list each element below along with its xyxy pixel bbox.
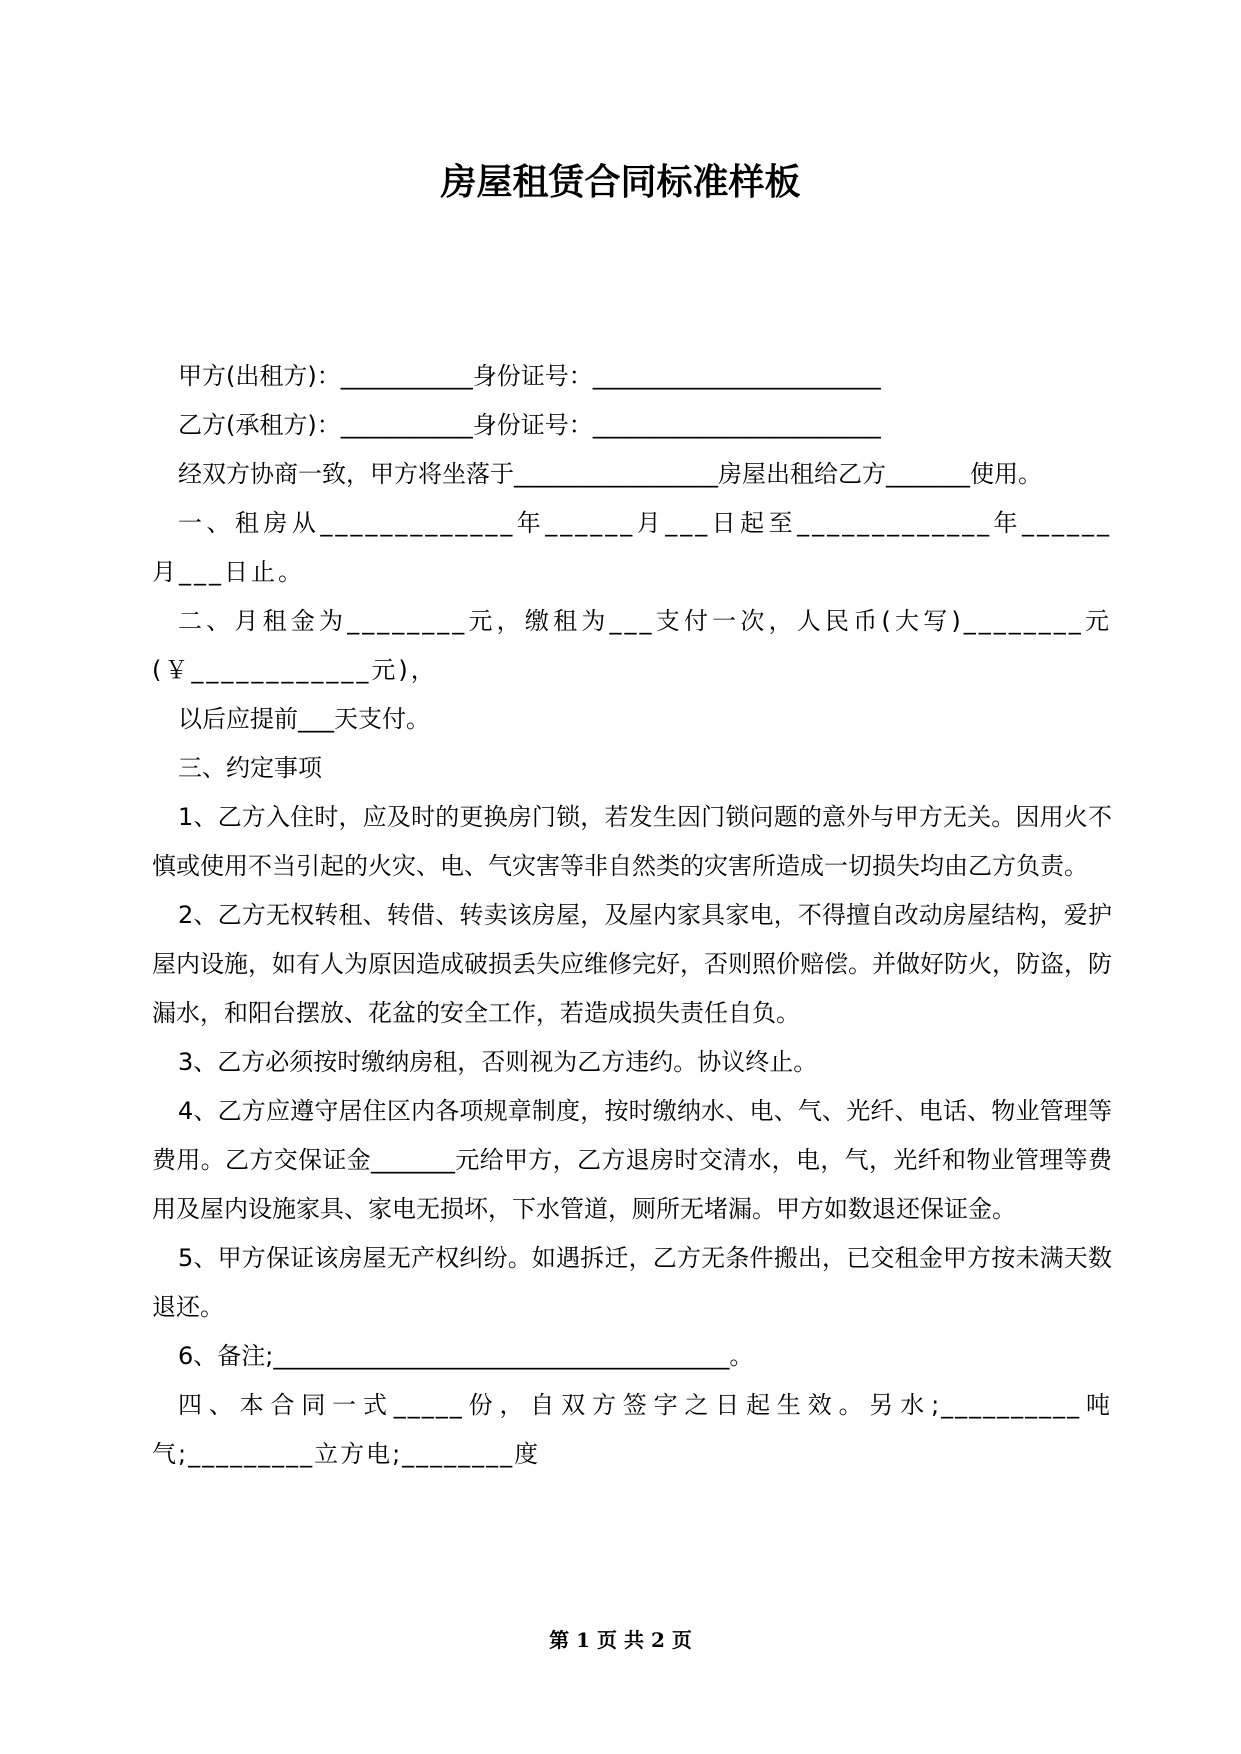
item-2: 2、乙方无权转租、转借、转卖该房屋，及屋内家具家电，不得擅自改动房屋结构，爱护屋内设施，如有人为原因造成破损丢失应维修完好，否则照价赔偿。并做好防火，防盗，防漏水，和阳台摆放、花盆的安全工作，若造成损失责任自负。	[152, 901, 1112, 1027]
item-4: 4、乙方应遵守居住区内各项规章制度，按时缴纳水、电、气、光纤、电话、物业管理等费用。乙方交保证金_______元给甲方，乙方退房时交清水，电，气，光纤和物业管理等费用及屋内设施家具、家电无损坏，下水管道，厕所无堵漏。甲方如数退还保证金。	[152, 1097, 1112, 1223]
clause-two-rent: 二、月租金为________元，缴租为___支付一次，人民币(大写)________元(￥____________元)，	[152, 607, 1112, 684]
clause-three-heading: 三、约定事项	[178, 754, 322, 782]
item-5: 5、甲方保证该房屋无产权纠纷。如遇拆迁，乙方无条件搬出，已交租金甲方按未满天数退还。	[152, 1244, 1112, 1321]
page-number: 第 1 页 共 2 页	[549, 1628, 692, 1652]
item-6: 6、备注;______________________________________。	[178, 1342, 754, 1370]
item-1: 1、乙方入住时，应及时的更换房门锁，若发生因门锁问题的意外与甲方无关。因用火不慎或使用不当引起的火灾、电、气灾害等非自然类的灾害所造成一切损失均由乙方负责。	[152, 803, 1112, 880]
item-3: 3、乙方必须按时缴纳房租，否则视为乙方违约。协议终止。	[178, 1048, 818, 1076]
clause-one-term: 一、租房从_____________年______月___日起至_____________年______月___日止。	[152, 509, 1112, 586]
agreement-intro: 经双方协商一致，甲方将坐落于_________________房屋出租给乙方_______使用。	[178, 460, 1042, 488]
clause-two-advance: 以后应提前___天支付。	[178, 705, 430, 733]
clause-four: 四、本合同一式_____份，自双方签字之日起生效。另水;__________吨气;_________立方电;________度	[152, 1391, 1112, 1468]
party-b-line: 乙方(承租方)：___________身份证号：________________________	[178, 411, 881, 439]
contract-body	[152, 352, 1112, 1479]
document-title: 房屋租赁合同标准样板	[440, 162, 801, 203]
party-a-line: 甲方(出租方)：___________身份证号：________________________	[178, 362, 881, 390]
